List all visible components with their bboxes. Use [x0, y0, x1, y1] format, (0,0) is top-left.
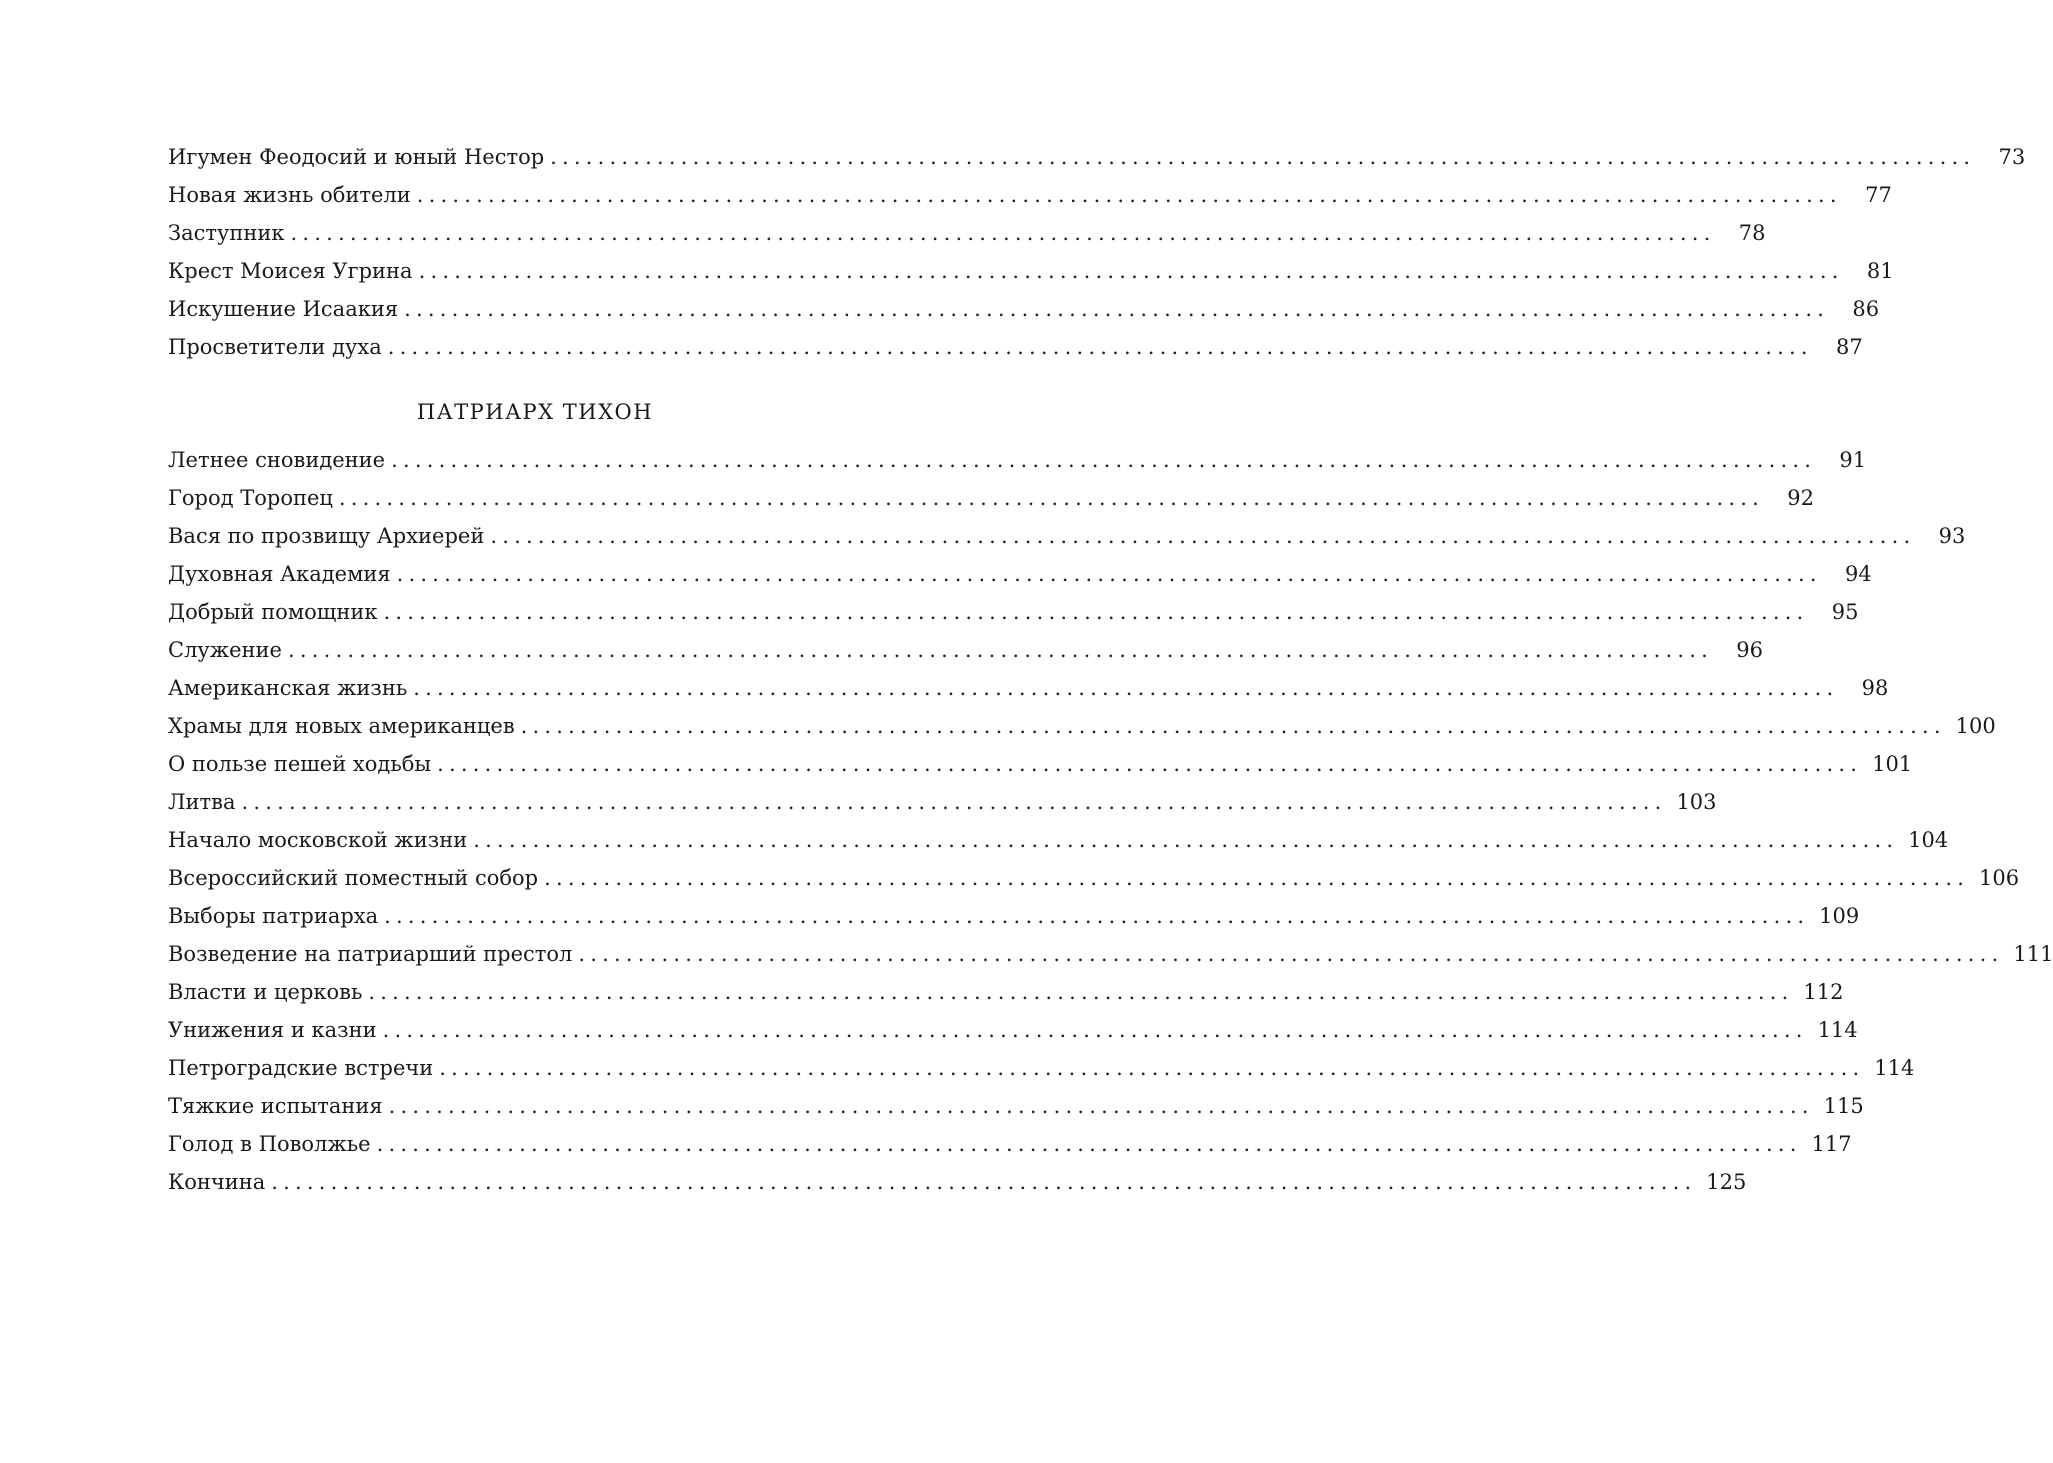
toc-entry[interactable]	[168, 1011, 1858, 1049]
toc-entry-page: 114	[1874, 1056, 1915, 1080]
toc-entry-title: Заступник	[168, 221, 285, 245]
toc-entry[interactable]	[168, 517, 1966, 555]
toc-entry-page: 103	[1676, 790, 1717, 814]
toc-entry-title: Власти и церковь	[168, 980, 363, 1004]
toc-entry-page: 77	[1865, 183, 1892, 207]
toc-leader-dots: ........................................................................................................................	[578, 942, 2004, 966]
toc-leader-dots: ........................................................................................................................	[368, 980, 1794, 1004]
toc-leader-dots: ........................................................................................................................	[287, 638, 1713, 662]
toc-leader-dots: ........................................................................................................................	[439, 1056, 1865, 1080]
toc-leader-dots: ........................................................................................................................	[413, 676, 1839, 700]
toc-entry-title: Начало московской жизни	[168, 828, 468, 852]
toc-leader-dots: ........................................................................................................................	[490, 524, 1916, 548]
toc-entry-title: О пользе пешей ходьбы	[168, 752, 432, 776]
toc-entry[interactable]	[168, 479, 1814, 517]
toc-entry-page: 117	[1811, 1132, 1852, 1156]
toc-entry-page: 114	[1817, 1018, 1858, 1042]
toc-leader-dots: ........................................................................................................................	[382, 1018, 1808, 1042]
toc-entry-page: 112	[1803, 980, 1844, 1004]
toc-entry-title: Летнее сновидение	[168, 448, 386, 472]
toc-leader-dots: ........................................................................................................................	[550, 145, 1976, 169]
toc-leader-dots: ........................................................................................................................	[376, 1132, 1802, 1156]
toc-entry-page: 106	[1979, 866, 2020, 890]
toc-entry[interactable]	[168, 593, 1859, 631]
toc-leader-dots: ........................................................................................................................	[418, 259, 1844, 283]
toc-entry-page: 100	[1955, 714, 1996, 738]
toc-entry[interactable]	[168, 1125, 1852, 1163]
toc-entry-page: 95	[1831, 600, 1859, 624]
toc-entry-page: 93	[1938, 524, 1966, 548]
toc-entry[interactable]	[168, 555, 1872, 593]
toc-entry-page: 78	[1738, 221, 1766, 245]
toc-leader-dots: ........................................................................................................................	[473, 828, 1899, 852]
toc-leader-dots: ........................................................................................................................	[391, 448, 1817, 472]
toc-entry-title: Литва	[168, 790, 236, 814]
toc-leader-dots: ........................................................................................................................	[520, 714, 1946, 738]
toc-entry-page: 81	[1866, 259, 1894, 283]
toc-entry-page: 92	[1787, 486, 1814, 510]
toc-entry-page: 86	[1852, 297, 1880, 321]
toc-entry-page: 73	[1998, 145, 2026, 169]
toc-entry-title: Вася по прозвищу Архиерей	[168, 524, 485, 548]
toc-entry-page: 109	[1819, 904, 1860, 928]
toc-entry-page: 125	[1706, 1170, 1747, 1194]
toc-entry[interactable]	[168, 821, 1949, 859]
toc-entry[interactable]	[168, 859, 2020, 897]
toc-entry-title: Унижения и казни	[168, 1018, 377, 1042]
toc-entry[interactable]	[168, 1049, 1915, 1087]
toc-entry[interactable]	[168, 973, 1844, 1011]
toc-entry-page: 101	[1872, 752, 1913, 776]
toc-entry-title: Кончина	[168, 1170, 266, 1194]
toc-leader-dots: ........................................................................................................................	[396, 562, 1822, 586]
toc-leader-dots: ........................................................................................................................	[383, 600, 1809, 624]
toc-entry[interactable]	[168, 252, 1894, 290]
toc-entry-title: Тяжкие испытания	[168, 1094, 383, 1118]
toc-list-part1	[168, 138, 2026, 366]
toc-leader-dots: ........................................................................................................................	[338, 486, 1764, 510]
toc-entry[interactable]	[168, 1163, 1747, 1201]
toc-leader-dots: ........................................................................................................................	[387, 335, 1813, 359]
toc-entry-title: Служение	[168, 638, 282, 662]
toc-entry[interactable]	[168, 783, 1717, 821]
toc-entry[interactable]	[168, 707, 1996, 745]
toc-entry-title: Американская жизнь	[168, 676, 408, 700]
toc-entry-title: Новая жизнь обители	[168, 183, 411, 207]
toc-entry[interactable]	[168, 290, 1880, 328]
toc-entry-title: Просветители духа	[168, 335, 382, 359]
toc-leader-dots: ........................................................................................................................	[416, 183, 1842, 207]
toc-entry[interactable]	[168, 935, 2053, 973]
toc-leader-dots: ........................................................................................................................	[388, 1094, 1814, 1118]
toc-entry[interactable]	[168, 138, 2026, 176]
toc-entry-title: Возведение на патриарший престол	[168, 942, 573, 966]
toc-entry-page: 98	[1861, 676, 1889, 700]
toc-entry-title: Выборы патриарха	[168, 904, 379, 928]
toc-entry[interactable]	[168, 441, 1867, 479]
section-heading: ПАТРИАРХ ТИХОН	[416, 400, 654, 424]
toc-leader-dots: ........................................................................................................................	[271, 1170, 1697, 1194]
toc-entry-page: 115	[1823, 1094, 1864, 1118]
toc-entry-title: Голод в Поволжье	[168, 1132, 371, 1156]
toc-entry[interactable]	[168, 176, 1892, 214]
toc-entry[interactable]	[168, 1087, 1864, 1125]
toc-entry-title: Искушение Исаакия	[168, 297, 399, 321]
toc-entry-page: 87	[1836, 335, 1863, 359]
toc-list-part2	[168, 441, 2053, 1201]
toc-leader-dots: ........................................................................................................................	[437, 752, 1863, 776]
toc-entry-title: Петроградские встречи	[168, 1056, 434, 1080]
toc-entry-title: Крест Моисея Угрина	[168, 259, 413, 283]
toc-entry[interactable]	[168, 631, 1763, 669]
toc-entry-page: 94	[1844, 562, 1872, 586]
toc-entry[interactable]	[168, 897, 1860, 935]
toc-entry-title: Добрый помощник	[168, 600, 378, 624]
toc-entry-title: Игумен Феодосий и юный Нестор	[168, 145, 545, 169]
toc-entry[interactable]	[168, 328, 1863, 366]
toc-entry-title: Город Торопец	[168, 486, 333, 510]
toc-entry-title: Всероссийский поместный собор	[168, 866, 539, 890]
toc-entry-title: Храмы для новых американцев	[168, 714, 515, 738]
toc-leader-dots: ........................................................................................................................	[290, 221, 1716, 245]
toc-entry-page: 104	[1908, 828, 1949, 852]
toc-leader-dots: ........................................................................................................................	[241, 790, 1667, 814]
toc-leader-dots: ........................................................................................................................	[384, 904, 1810, 928]
toc-entry-page: 111	[2013, 942, 2053, 966]
toc-leader-dots: ........................................................................................................................	[404, 297, 1830, 321]
toc-leader-dots: ........................................................................................................................	[544, 866, 1970, 890]
toc-entry[interactable]	[168, 745, 1913, 783]
toc-entry[interactable]	[168, 214, 1766, 252]
toc-entry-title: Духовная Академия	[168, 562, 391, 586]
toc-entry-page: 91	[1839, 448, 1867, 472]
toc-entry-page: 96	[1736, 638, 1763, 662]
toc-entry[interactable]	[168, 669, 1889, 707]
